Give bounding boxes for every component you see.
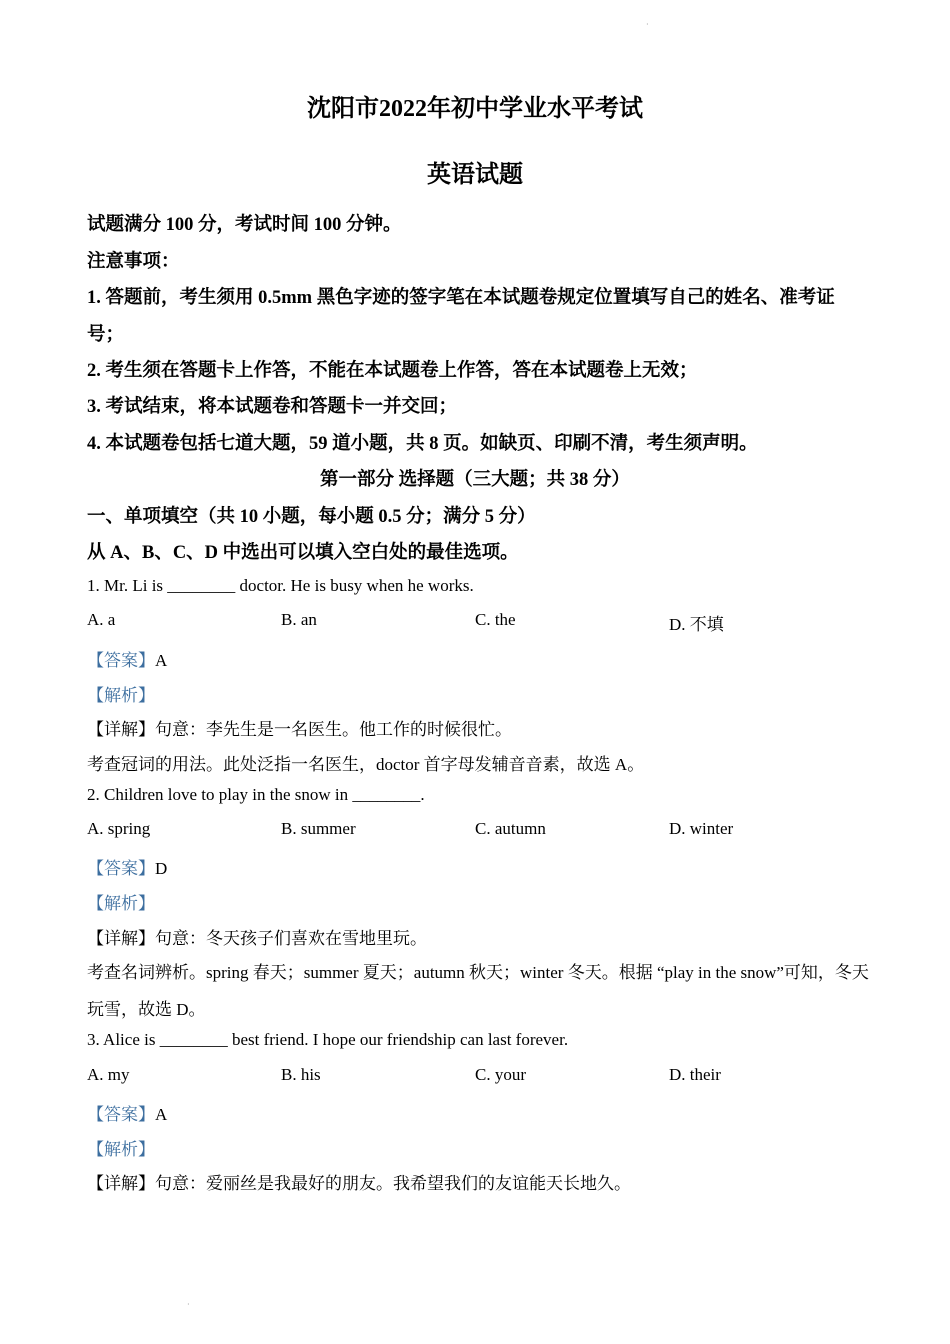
option-c: C. the xyxy=(475,610,516,629)
analysis-tag: 【解析】 xyxy=(87,686,155,705)
detail-text: 句意：爱丽丝是我最好的朋友。我希望我们的友谊能天长地久。 xyxy=(155,1174,631,1193)
header-line-notice: 注意事项： xyxy=(87,252,180,272)
option-b: B. an xyxy=(281,610,317,629)
scan-mark-bottom: · xyxy=(187,1300,190,1309)
option-a: A. spring xyxy=(87,819,151,838)
exam-subtitle: 英语试题 xyxy=(427,162,523,188)
section-heading: 一、单项填空（共 10 小题，每小题 0.5 分；满分 5 分） xyxy=(87,507,536,527)
option-c: C. autumn xyxy=(475,819,546,838)
answer-value: A xyxy=(155,651,168,670)
question-stem: 3. Alice is ________ best friend. I hope our friendship can last forever. xyxy=(87,1030,569,1049)
option-b: B. summer xyxy=(281,819,356,838)
answer-tag: 【答案】 xyxy=(87,651,155,670)
header-line-3: 3. 考试结束，将本试题卷和答题卡一并交回； xyxy=(87,397,458,417)
detail-line xyxy=(87,924,867,949)
option-a: A. my xyxy=(87,1065,130,1084)
option-d: D. winter xyxy=(669,819,734,838)
scan-mark-top: · xyxy=(646,20,649,29)
header-line-4: 4. 本试题卷包括七道大题，59 道小题，共 8 页。如缺页、印刷不清，考生须声明。 xyxy=(87,434,758,454)
answer-value: A xyxy=(155,1105,168,1124)
answer-tag: 【答案】 xyxy=(87,859,155,878)
detail-text: 句意：冬天孩子们喜欢在雪地里玩。 xyxy=(155,929,427,948)
analysis-tag: 【解析】 xyxy=(87,894,155,913)
option-d: D. their xyxy=(669,1065,721,1084)
answer-line xyxy=(87,1100,867,1125)
explain-line-cont: 玩雪，故选 D。 xyxy=(87,1000,206,1019)
question-stem: 2. Children love to play in the snow in ________. xyxy=(87,785,425,804)
exam-title: 沈阳市2022年初中学业水平考试 xyxy=(307,96,643,122)
option-d: D. 不填 xyxy=(669,615,724,634)
option-c: C. your xyxy=(475,1065,526,1084)
answer-value: D xyxy=(155,859,168,878)
answer-line xyxy=(87,854,867,879)
header-line-score: 试题满分 100 分，考试时间 100 分钟。 xyxy=(87,215,402,235)
header-line-2: 2. 考生须在答题卡上作答，不能在本试题卷上作答，答在本试题卷上无效； xyxy=(87,361,698,381)
detail-line xyxy=(87,715,867,740)
detail-tag: 【详解】 xyxy=(87,929,155,948)
header-line-1-cont: 号； xyxy=(87,325,125,345)
analysis-tag: 【解析】 xyxy=(87,1140,155,1159)
detail-tag: 【详解】 xyxy=(87,720,155,739)
instruction: 从 A、B、C、D 中选出可以填入空白处的最佳选项。 xyxy=(87,543,519,563)
explain-line: 考查冠词的用法。此处泛指一名医生，doctor 首字母发辅音音素，故选 A。 xyxy=(87,755,645,774)
question-stem: 1. Mr. Li is ________ doctor. He is busy when he works. xyxy=(87,576,474,595)
answer-tag: 【答案】 xyxy=(87,1105,155,1124)
option-b: B. his xyxy=(281,1065,321,1084)
header-line-1: 1. 答题前，考生须用 0.5mm 黑色字迹的签字笔在本试题卷规定位置填写自己的姓名、准考证 xyxy=(87,288,835,308)
option-a: A. a xyxy=(87,610,116,629)
detail-tag: 【详解】 xyxy=(87,1174,155,1193)
detail-text: 句意：李先生是一名医生。他工作的时候很忙。 xyxy=(155,720,512,739)
explain-line: 考查名词辨析。spring 春天；summer 夏天；autumn 秋天；winter 冬天。根据 “play in the snow”可知，冬天 xyxy=(87,963,869,982)
detail-line xyxy=(87,1169,867,1194)
part-heading: 第一部分 选择题（三大题；共 38 分） xyxy=(320,470,630,490)
answer-line xyxy=(87,646,867,671)
